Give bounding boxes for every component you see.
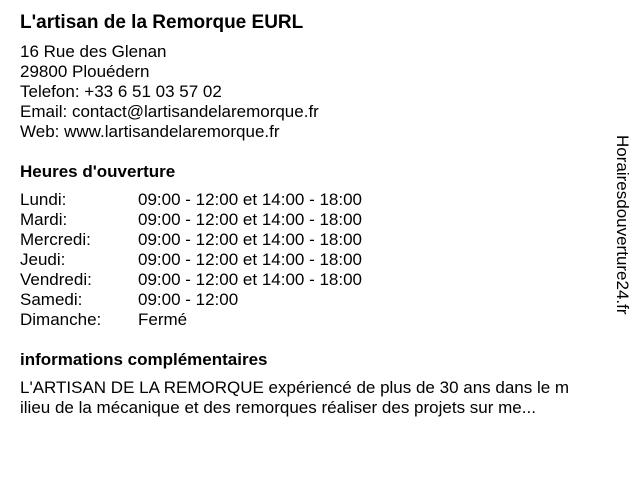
additional-info-text — [20, 378, 620, 418]
site-watermark: Horairesdouverture24.fr — [613, 135, 632, 315]
time-value: 09:00 - 12:00 et 14:00 - 18:00 — [138, 210, 363, 229]
day-label: Dimanche: — [20, 310, 102, 329]
email-line: Email: contact@lartisandelaremorque.fr — [20, 102, 319, 121]
hours-row-saturday — [20, 290, 620, 310]
day-label: Mardi: — [20, 210, 68, 229]
day-label: Vendredi: — [20, 270, 92, 289]
day-label: Jeudi: — [20, 250, 66, 269]
phone-line: Telefon: +33 6 51 03 57 02 — [20, 82, 222, 101]
web-line: Web: www.lartisandelaremorque.fr — [20, 122, 280, 141]
day-label: Samedi: — [20, 290, 83, 309]
hours-row-friday — [20, 270, 620, 290]
time-value: 09:00 - 12:00 et 14:00 - 18:00 — [138, 230, 363, 249]
additional-info-heading: informations complémentaires — [20, 350, 268, 369]
time-value: 09:00 - 12:00 et 14:00 - 18:00 — [138, 250, 363, 269]
opening-hours-heading: Heures d'ouverture — [20, 162, 176, 181]
hours-row-monday — [20, 190, 620, 210]
time-value: 09:00 - 12:00 et 14:00 - 18:00 — [138, 270, 363, 289]
hours-row-sunday — [20, 310, 620, 330]
additional-info-line: ilieu de la mécanique et des remorques réaliser des projets sur me... — [20, 398, 536, 417]
address-city: 29800 Plouédern — [20, 62, 150, 81]
time-value: 09:00 - 12:00 — [138, 290, 239, 309]
time-value: Fermé — [138, 310, 188, 329]
address-street: 16 Rue des Glenan — [20, 42, 167, 61]
additional-info-line: L'ARTISAN DE LA REMORQUE expériencé de plus de 30 ans dans le m — [20, 378, 570, 397]
hours-row-tuesday — [20, 210, 620, 230]
hours-row-wednesday — [20, 230, 620, 250]
day-label: Lundi: — [20, 190, 67, 209]
hours-row-thursday — [20, 250, 620, 270]
time-value: 09:00 - 12:00 et 14:00 - 18:00 — [138, 190, 363, 209]
opening-hours-table — [20, 190, 620, 330]
business-card — [20, 10, 620, 418]
business-name: L'artisan de la Remorque EURL — [20, 12, 304, 33]
day-label: Mercredi: — [20, 230, 91, 249]
